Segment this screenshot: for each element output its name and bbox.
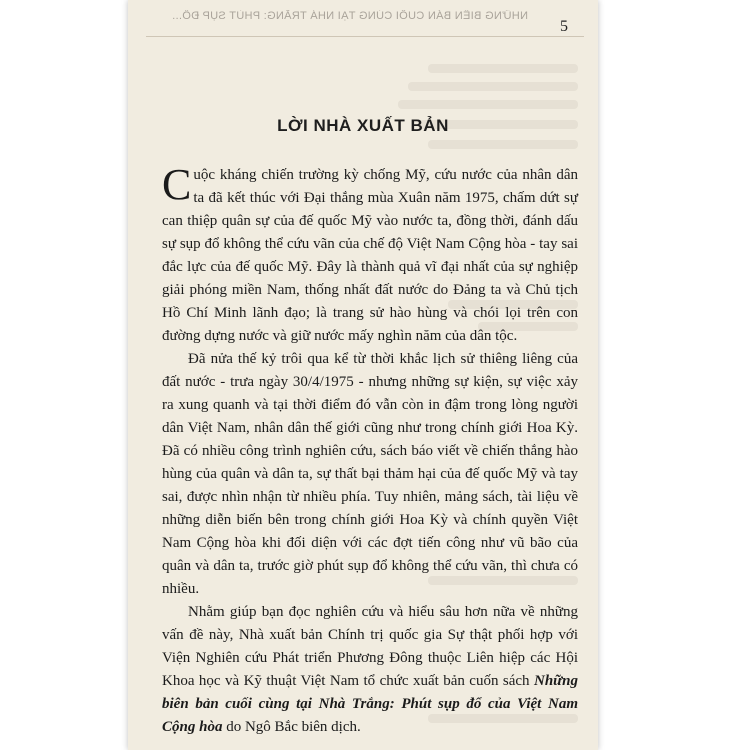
paragraph-3-text-before: Nhằm giúp bạn đọc nghiên cứu và hiểu sâu hơn nữa về những vấn đề này, Nhà xuất bản Chính trị quốc gia Sự thật phối hợp với Viện Nghiên cứu Phát triển Phương Đông thuộc Liên hiệp các Hội Khoa học và Kỹ thuật Việt Nam tổ chức xuất bản cuốn sách: [162, 604, 578, 689]
paragraph-3: [162, 601, 578, 739]
header-rule: [146, 36, 584, 37]
paragraph-3-text-after: do Ngô Bắc biên dịch.: [222, 719, 361, 735]
book-title: Những biên bản cuối cùng tại Nhà Trắng: Phút sụp đổ của Việt Nam Cộng hòa: [162, 673, 578, 735]
paragraph-1: [162, 160, 578, 348]
drop-cap: C: [162, 160, 192, 209]
paragraph-2: Đã nửa thế kỷ trôi qua kể từ thời khắc lịch sử thiêng liêng của đất nước - trưa ngày 30/4/1975 - nhưng những sự kiện, sự việc xảy ra xung quanh và tại thời điểm đó vẫn còn in đậm trong lòng người dân Việt Nam, nhân dân thế giới cũng như trong chính giới Hoa Kỳ. Đã có nhiều công trình nghiên cứu, sách báo viết về chiến thắng hào hùng của quân và dân ta, sự thất bại thảm hại của đế quốc Mỹ và tay sai, được nhìn nhận từ nhiều phía. Tuy nhiên, mảng sách, tài liệu về những diễn biến bên trong chính giới Hoa Kỳ và chính quyền Việt Nam Cộng hòa khi đối diện với các đợt tiến công như vũ bão của quân và dân ta, trước giờ phút sụp đổ không thể cứu vãn, thì chưa có nhiều.: [162, 351, 578, 597]
body-text: [162, 160, 578, 739]
book-page: [128, 0, 598, 750]
page-number: 5: [560, 18, 568, 35]
page-title: LỜI NHÀ XUẤT BẢN: [277, 116, 449, 135]
running-head: NHỮNG BIÊN BẢN CUỐI CÙNG TẠI NHÀ TRẮNG: PHÚT SỤP ĐỔ...: [171, 10, 528, 22]
paragraph-1-text: uộc kháng chiến trường kỳ chống Mỹ, cứu nước của nhân dân ta đã kết thúc với Đại thắng mùa Xuân năm 1975, chấm dứt sự can thiệp quân sự của đế quốc Mỹ vào nước ta, đồng thời, đánh dấu sự sụp đổ không thể cứu vãn của chế độ Việt Nam Cộng hòa - tay sai đắc lực của đế quốc Mỹ. Đây là thành quả vĩ đại nhất của sự nghiệp giải phóng miền Nam, thống nhất đất nước do Đảng ta và Chủ tịch Hồ Chí Minh lãnh đạo; là trang sử hào hùng và chói lọi trên con đường dựng nước và giữ nước mấy nghìn năm của dân tộc.: [162, 167, 578, 344]
